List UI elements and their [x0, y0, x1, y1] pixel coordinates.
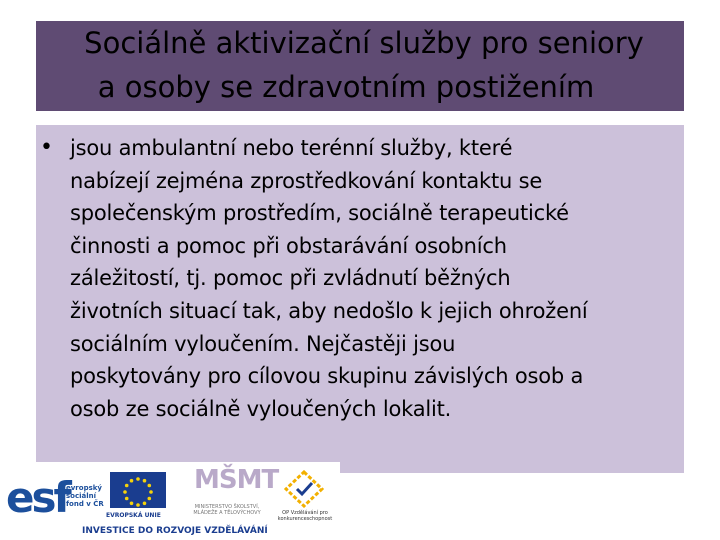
op-logo	[272, 470, 336, 526]
esf-logo-text-line: fond v ČR	[66, 500, 104, 508]
bullet-text-line: sociálním vyloučením. Nejčastěji jsou	[70, 331, 456, 356]
msmt-logo-caption: MINISTERSTVO ŠKOLSTVÍ, MLÁDEŽE A TĚLOVÝCHOVY	[193, 504, 261, 516]
bullet-text	[70, 132, 680, 425]
op-diamond-icon	[284, 470, 324, 508]
bullet-text-line: osob ze sociálně vyloučených lokalit.	[70, 396, 452, 421]
bullet-text-line: jsou ambulantní nebo terénní služby, které	[70, 136, 513, 160]
slide-title-line-1: Sociálně aktivizační služby pro seniory	[84, 26, 644, 60]
bullet-text-line: záležitostí, tj. pomoc při zvládnutí běžných	[70, 266, 511, 291]
esf-logo-text-line: sociální	[66, 492, 97, 500]
bullet-marker: •	[40, 135, 53, 160]
op-logo-caption: OP Vzdělávání pro konkurenceschopnost	[277, 510, 333, 522]
eu-flag-logo	[106, 472, 166, 522]
esf-logo-mark: esf	[6, 473, 69, 522]
bullet-text-line: poskytovány pro cílovou skupinu závislých osob a	[70, 364, 584, 389]
eu-flag-icon	[110, 472, 166, 508]
bullet-text-line: životních situací tak, aby nedošlo k jejich ohrožení	[70, 298, 588, 323]
bullet-text-line: činnosti a pomoc při obstarávání osobních	[70, 233, 507, 258]
logo-tagline: INVESTICE DO ROZVOJE VZDĚLÁVÁNÍ	[82, 526, 268, 536]
bullet-text-line: nabízejí zejména zprostředkování kontaktu se	[70, 168, 543, 193]
eu-flag-caption: EVROPSKÁ UNIE	[106, 512, 161, 519]
esf-logo	[6, 473, 110, 524]
slide-title-line-2: a osoby se zdravotním postižením	[97, 70, 595, 104]
esf-logo-text-line: evropský	[66, 484, 102, 492]
logo-strip	[0, 462, 340, 540]
bullet-text-line: společenským prostředím, sociálně terapeutické	[70, 201, 569, 226]
esf-logo-text	[66, 484, 104, 508]
slide-title-box	[36, 21, 684, 111]
msmt-logo	[182, 465, 279, 524]
msmt-logo-mark: MŠMT	[194, 465, 279, 495]
